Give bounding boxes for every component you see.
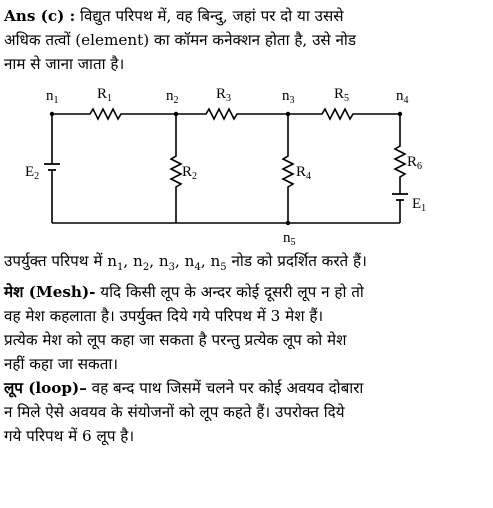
loop-line-2: न मिले ऐसे अवयव के संयोजनों को लूप कहते हैं। उपरोक्त दिये (4, 403, 345, 422)
loop-line-1 (4, 376, 488, 400)
answer-label: Ans (c) : (4, 7, 76, 25)
node-dot-n2 (174, 112, 178, 116)
node-definition-text-1: विद्युत परिपथ में, वह बिन्दु, जहां पर दो या उससे (75, 7, 344, 25)
r4-branch (283, 114, 293, 223)
mesh-line-4: नहीं कहा जा सकता। (4, 355, 119, 374)
mesh-line-1 (4, 280, 488, 304)
node-definition-paragraph (4, 4, 488, 76)
circuit-diagram (0, 84, 493, 249)
mesh-term: मेश (Mesh)- (4, 283, 96, 302)
node-dot-n1 (50, 112, 54, 116)
node-definition-line-2: अधिक तत्वों (element) का कॉमन कनेक्शन होता है, उसे नोड (4, 31, 356, 49)
nodes-inline-list: $n_1$, $n_2$, $n_3$, $n_4$, $n_5$ (107, 252, 227, 274)
node-label-n5: $n_5$ (283, 230, 296, 248)
node-dot-n3 (286, 112, 290, 116)
source-label-e1: $E_1$ (412, 196, 427, 214)
node-dot-n4 (398, 112, 402, 116)
node-label-n1: $n_1$ (46, 88, 59, 106)
resistor-label-r5: $R_5$ (334, 86, 350, 104)
e2-cell (44, 164, 60, 170)
mesh-line-2: वह मेश कहलाता है। उपर्युक्त दिये गये परिपथ में 3 मेश हैं। (4, 307, 324, 326)
nodes-summary-text-b: नोड को प्रदर्शित करते हैं। (226, 252, 367, 270)
resistor-label-r2: $R_2$ (182, 164, 198, 182)
source-label-e2: $E_2$ (25, 164, 40, 182)
node-label-n3: $n_3$ (282, 88, 295, 106)
node-label-n2: $n_2$ (166, 88, 179, 106)
top-wire (52, 109, 400, 119)
nodes-summary-line (4, 249, 488, 280)
e1-cell (392, 194, 408, 200)
loop-term: लूप (loop)– (4, 379, 87, 398)
resistor-label-r3: $R_3$ (216, 86, 232, 104)
node-dot-n5 (286, 221, 290, 225)
resistor-label-r6: $R_6$ (407, 154, 423, 172)
node-definition-line-3: नाम से जाना जाता है। (4, 55, 125, 73)
mesh-line-3: प्रत्येक मेश को लूप कहा जा सकता है परन्तु प्रत्येक लूप को मेश (4, 331, 347, 350)
r2-branch (171, 114, 181, 223)
resistor-label-r1: $R_1$ (97, 86, 113, 104)
mesh-text-1: यदि किसी लूप के अन्दर कोई दूसरी लूप न हो तो (95, 283, 364, 302)
loop-text-1: वह बन्द पाथ जिसमें चलने पर कोई अवयव दोबारा (86, 379, 364, 398)
resistor-label-r4: $R_4$ (296, 164, 312, 182)
node-definition-line-1 (4, 4, 488, 28)
r6-branch (395, 114, 405, 194)
node-label-n4: $n_4$ (396, 88, 409, 106)
nodes-summary-text-a: उपर्युक्त परिपथ में (4, 252, 108, 270)
mesh-loop-paragraph (4, 249, 488, 448)
loop-line-3: गये परिपथ में 6 लूप है। (4, 427, 135, 446)
